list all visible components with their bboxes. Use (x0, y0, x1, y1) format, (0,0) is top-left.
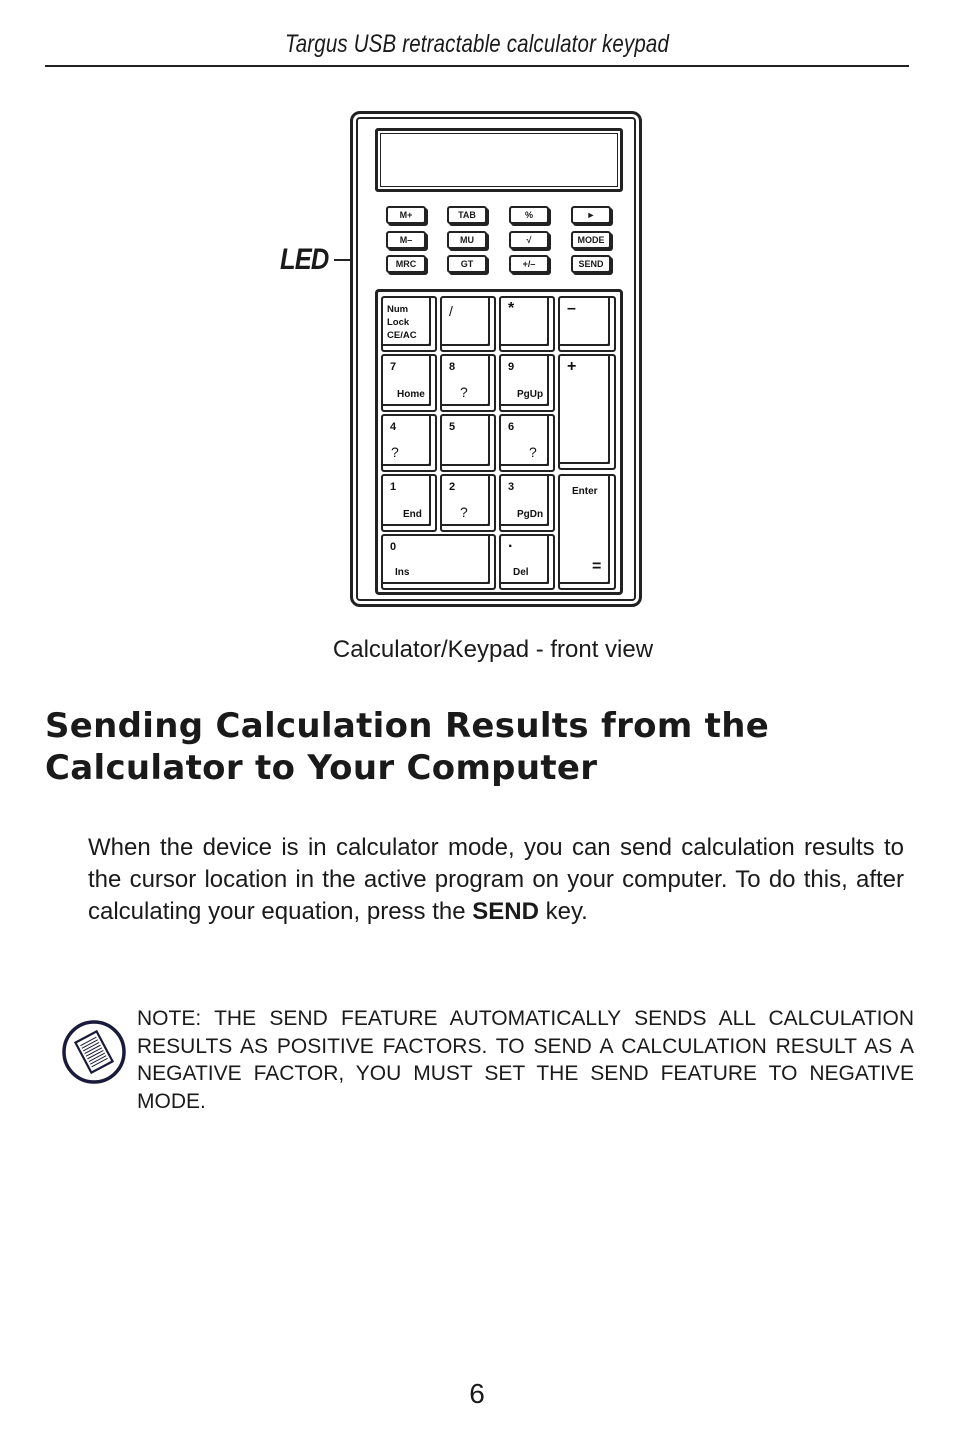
key-send: SEND (571, 255, 611, 273)
key-ins-label: Ins (395, 567, 410, 578)
key-enter (558, 474, 616, 590)
led-label: LED (280, 243, 329, 276)
figure-caption: Calculator/Keypad - front view (332, 636, 654, 663)
key-8-label: 8 (449, 361, 456, 373)
key-6-label: 6 (508, 421, 515, 433)
numeric-keypad (375, 289, 623, 595)
key-tab: TAB (447, 206, 487, 224)
key-1-label: 1 (390, 481, 397, 493)
key-2-symbol: ? (460, 504, 468, 520)
key-gt: GT (447, 255, 487, 273)
key-7-label: 7 (390, 361, 397, 373)
key-8-symbol: ? (460, 384, 468, 400)
key-dot-label: · (508, 538, 514, 555)
page-number: 6 (469, 1378, 485, 1409)
key-mrc: MRC (386, 255, 426, 273)
num-lock-label-3: CE/AC (387, 330, 417, 341)
key-divide (440, 296, 496, 352)
num-lock-label-1: Num (387, 304, 409, 315)
key-7 (381, 354, 437, 412)
key-pgup-label: PgUp (517, 389, 544, 400)
key-dot (499, 534, 555, 590)
key-2 (440, 474, 496, 532)
key-9-label: 9 (508, 361, 515, 373)
key-divide-label: / (449, 303, 453, 319)
key-pgdn-label: PgDn (517, 509, 544, 520)
calculator-body (350, 111, 642, 607)
key-end-label: End (403, 509, 422, 520)
key-4-label: 4 (390, 421, 397, 433)
num-lock-label-2: Lock (387, 317, 410, 328)
key-del-label: Del (513, 567, 529, 578)
key-arrow: ► (571, 206, 611, 224)
key-0-label: 0 (390, 541, 397, 553)
key-enter-label: Enter (572, 486, 598, 497)
key-1 (381, 474, 437, 532)
key-equals-label: = (592, 558, 602, 575)
key-multiply-label: * (508, 300, 515, 317)
key-minus (558, 296, 616, 352)
key-5 (440, 414, 496, 472)
paragraph-text-start: When the device is in calculator mode, you can send calculation results to the cursor location in the active program on your computer. To do this, after calculating your equation, press the (88, 834, 904, 925)
key-plus-label: + (567, 358, 577, 375)
key-mu: MU (447, 231, 487, 249)
key-m-minus: M– (386, 231, 426, 249)
key-plus (558, 354, 616, 470)
calculator-display (375, 128, 623, 192)
running-title: Targus USB retractable calculator keypad (284, 30, 670, 58)
key-9 (499, 354, 555, 412)
key-percent: % (509, 206, 549, 224)
key-3 (499, 474, 555, 532)
key-3-label: 3 (508, 481, 515, 493)
key-6-symbol: ? (529, 444, 537, 460)
key-plus-minus: +/– (509, 255, 549, 273)
paragraph-text-end: key. (538, 898, 588, 925)
calculator-illustration (280, 108, 644, 608)
key-home-label: Home (397, 389, 425, 400)
send-key-emphasis: SEND (472, 898, 539, 925)
key-m-plus: M+ (386, 206, 426, 224)
note-icon (62, 1020, 126, 1084)
key-mode: MODE (571, 231, 611, 249)
key-4 (381, 414, 437, 472)
key-sqrt: √ (509, 231, 549, 249)
key-6 (499, 414, 555, 472)
section-title: Sending Calculation Results from the Calculator to Your Computer (45, 706, 770, 788)
key-2-label: 2 (449, 481, 456, 493)
key-multiply (499, 296, 555, 352)
key-4-symbol: ? (391, 444, 399, 460)
header-rule (45, 65, 909, 67)
key-num-lock (381, 296, 437, 352)
key-5-label: 5 (449, 421, 456, 433)
body-paragraph (88, 832, 904, 928)
key-minus-label: – (567, 300, 576, 317)
note-text: NOTE: THE SEND FEATURE AUTOMATICALLY SENDS ALL CALCULATION RESULTS AS POSITIVE FACTORS. TO SEND A CALCULATION RESULT AS A NEGATIVE FACTOR, YOU MUST SET THE SEND FEATURE TO NEGATIVE MODE. (137, 1007, 914, 1113)
key-0 (381, 534, 496, 590)
key-8 (440, 354, 496, 412)
